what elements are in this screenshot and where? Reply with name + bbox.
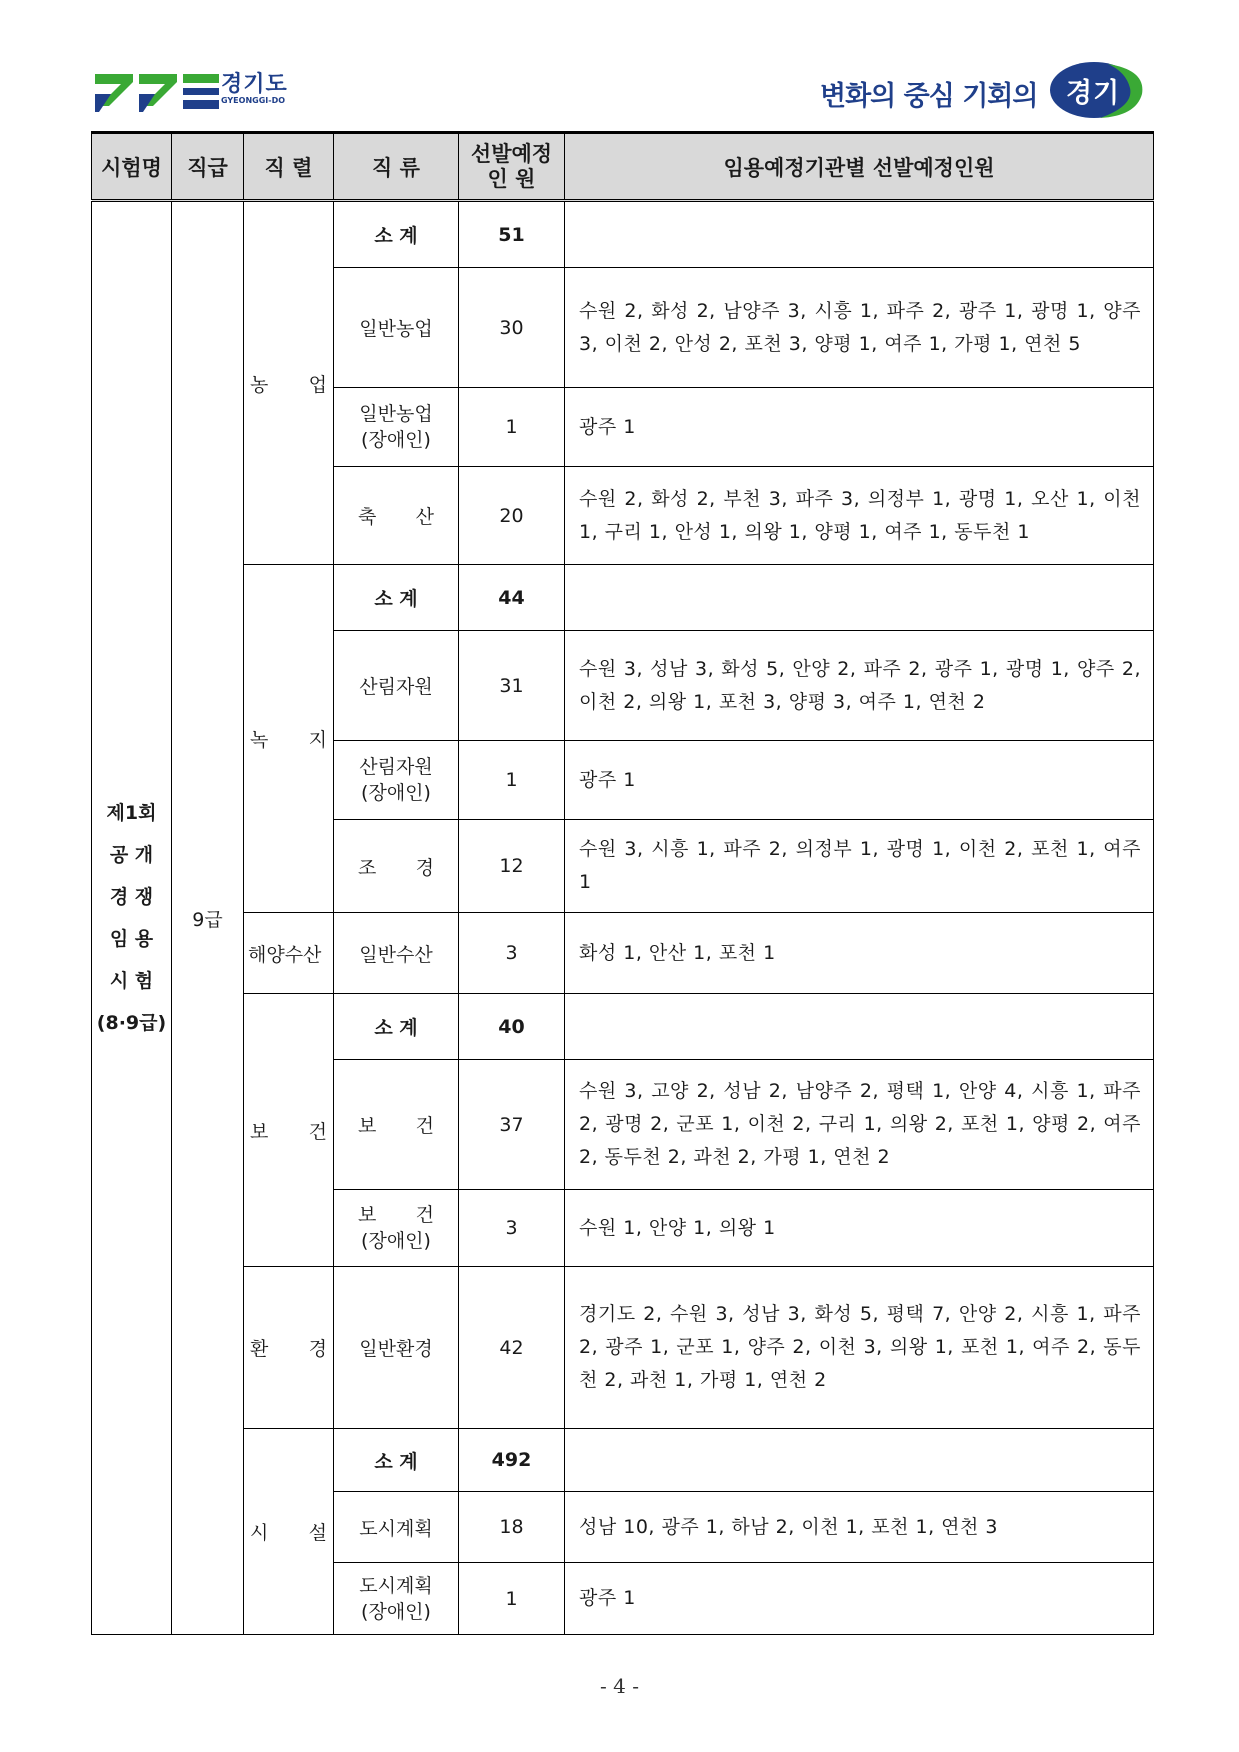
- table-row: [92, 1429, 1154, 1492]
- type-line1: 일반농업: [359, 403, 433, 425]
- agency-cell: 화성 1, 안산 1, 포천 1: [565, 913, 1154, 994]
- subtotal-agency-empty: [565, 1429, 1154, 1492]
- series-cell-agri: [244, 201, 334, 565]
- recruitment-table: [91, 131, 1154, 1635]
- subtotal-agency-empty: [565, 994, 1154, 1060]
- header-series: 직 렬: [244, 133, 334, 201]
- type-cell: [334, 467, 459, 565]
- subtotal-label: 소 계: [334, 1429, 459, 1492]
- series-label: 시 설: [250, 1522, 327, 1544]
- subtotal-label: 소 계: [334, 201, 459, 268]
- table-row: [92, 1267, 1154, 1429]
- count-cell: 3: [459, 1190, 565, 1267]
- count-cell: 1: [459, 1563, 565, 1635]
- exam-name-line: 시 험: [109, 970, 154, 992]
- count-cell: 42: [459, 1267, 565, 1429]
- series-cell-marine: 해양수산: [244, 913, 334, 994]
- agency-cell: 광주 1: [565, 741, 1154, 820]
- type-cell: [334, 1563, 459, 1635]
- series-label: 보 건: [250, 1120, 327, 1143]
- exam-name-line: (8·9급): [96, 1012, 167, 1034]
- type-label: 조 경: [358, 856, 434, 879]
- table-row: [92, 913, 1154, 994]
- logo-subtext: GYEONGGI-DO: [221, 96, 286, 105]
- type-cell: [334, 388, 459, 467]
- series-label: 녹 지: [250, 729, 327, 751]
- agency-cell: 성남 10, 광주 1, 하남 2, 이천 1, 포천 1, 연천 3: [565, 1492, 1154, 1563]
- subtotal-agency-empty: [565, 565, 1154, 631]
- count-cell: 3: [459, 913, 565, 994]
- type-line2: (장애인): [361, 782, 431, 804]
- header-count-line1: 선발예정: [470, 141, 553, 166]
- series-label: 환 경: [250, 1338, 327, 1360]
- table-row: [92, 994, 1154, 1060]
- header-count-line2: 인 원: [487, 166, 536, 191]
- type-line2: (장애인): [361, 1230, 431, 1252]
- count-cell: 37: [459, 1060, 565, 1190]
- series-cell-facility: [244, 1429, 334, 1635]
- type-cell: 산림자원: [334, 631, 459, 741]
- header-exam: 시험명: [92, 133, 172, 201]
- subtotal-value: 44: [459, 565, 565, 631]
- type-cell: 일반농업: [334, 268, 459, 388]
- count-cell: 20: [459, 467, 565, 565]
- count-cell: 1: [459, 741, 565, 820]
- count-cell: 30: [459, 268, 565, 388]
- subtotal-label: 소 계: [334, 994, 459, 1060]
- type-cell: [334, 1190, 459, 1267]
- type-cell: [334, 820, 459, 913]
- header-grade: 직급: [172, 133, 244, 201]
- count-cell: 31: [459, 631, 565, 741]
- table-header-row: [92, 133, 1154, 201]
- type-line1: 산림자원: [359, 756, 433, 778]
- exam-name-line: 경 쟁: [109, 886, 154, 908]
- type-line1: 보 건: [358, 1204, 434, 1226]
- agency-cell: 수원 2, 화성 2, 남양주 3, 시흥 1, 파주 2, 광주 1, 광명 1, 양주 3, 이천 2, 안성 2, 포천 3, 양평 1, 여주 1, 가평 1, 연천 5: [565, 268, 1154, 388]
- agency-cell: 수원 2, 화성 2, 부천 3, 파주 3, 의정부 1, 광명 1, 오산 1, 이천 1, 구리 1, 안성 1, 의왕 1, 양평 1, 여주 1, 동두천 1: [565, 467, 1154, 565]
- agency-cell: 경기도 2, 수원 3, 성남 3, 화성 5, 평택 7, 안양 2, 시흥 1, 파주 2, 광주 1, 군포 1, 양주 2, 이천 3, 의왕 1, 포천 1, 여주 2, 동두천 2, 과천 1, 가평 1, 연천 2: [565, 1267, 1154, 1429]
- count-cell: 1: [459, 388, 565, 467]
- grade-cell: 9급: [172, 201, 244, 1635]
- type-line1: 도시계획: [359, 1574, 433, 1597]
- series-label: 농 업: [250, 373, 327, 396]
- page-number: - 4 -: [600, 1674, 639, 1698]
- count-cell: 18: [459, 1492, 565, 1563]
- type-label: 축 산: [358, 506, 434, 528]
- header-agency: 임용예정기관별 선발예정인원: [565, 133, 1154, 201]
- type-cell: [334, 741, 459, 820]
- table-row: [92, 565, 1154, 631]
- count-cell: 12: [459, 820, 565, 913]
- type-cell: 일반수산: [334, 913, 459, 994]
- agency-cell: 광주 1: [565, 388, 1154, 467]
- type-cell: [334, 1060, 459, 1190]
- page-header: [0, 0, 1239, 130]
- type-line2: (장애인): [361, 1600, 431, 1623]
- header-count: [459, 133, 565, 201]
- series-cell-env: [244, 1267, 334, 1429]
- agency-cell: 수원 3, 성남 3, 화성 5, 안양 2, 파주 2, 광주 1, 광명 1, 양주 2, 이천 2, 의왕 1, 포천 3, 양평 3, 여주 1, 연천 2: [565, 631, 1154, 741]
- exam-name-line: 임 용: [109, 928, 154, 950]
- table-row: [92, 201, 1154, 268]
- subtotal-label: 소 계: [334, 565, 459, 631]
- exam-name-line: 제1회: [106, 802, 157, 824]
- logo-text: 경기도: [221, 72, 288, 97]
- type-cell: 도시계획: [334, 1492, 459, 1563]
- slogan-text: 변화의 중심 기회의: [820, 81, 1038, 112]
- exam-name-line: 공 개: [109, 844, 154, 866]
- agency-cell: 수원 3, 시흥 1, 파주 2, 의정부 1, 광명 1, 이천 2, 포천 1, 여주 1: [565, 820, 1154, 913]
- header-type: 직 류: [334, 133, 459, 201]
- subtotal-value: 51: [459, 201, 565, 268]
- type-cell: 일반환경: [334, 1267, 459, 1429]
- subtotal-value: 492: [459, 1429, 565, 1492]
- type-line2: (장애인): [361, 429, 431, 451]
- agency-cell: 광주 1: [565, 1563, 1154, 1635]
- type-label: 보 건: [358, 1115, 434, 1137]
- subtotal-value: 40: [459, 994, 565, 1060]
- subtotal-agency-empty: [565, 201, 1154, 268]
- agency-cell: 수원 3, 고양 2, 성남 2, 남양주 2, 평택 1, 안양 4, 시흥 1, 파주 2, 광명 2, 군포 1, 이천 2, 구리 1, 의왕 2, 포천 1, 양평 2, 여주 2, 동두천 2, 과천 2, 가평 1, 연천 2: [565, 1060, 1154, 1190]
- series-cell-health: [244, 994, 334, 1267]
- slogan-badge-text: 경기: [1066, 78, 1121, 109]
- series-cell-green: [244, 565, 334, 913]
- exam-name-cell: [92, 201, 172, 1635]
- agency-cell: 수원 1, 안양 1, 의왕 1: [565, 1190, 1154, 1267]
